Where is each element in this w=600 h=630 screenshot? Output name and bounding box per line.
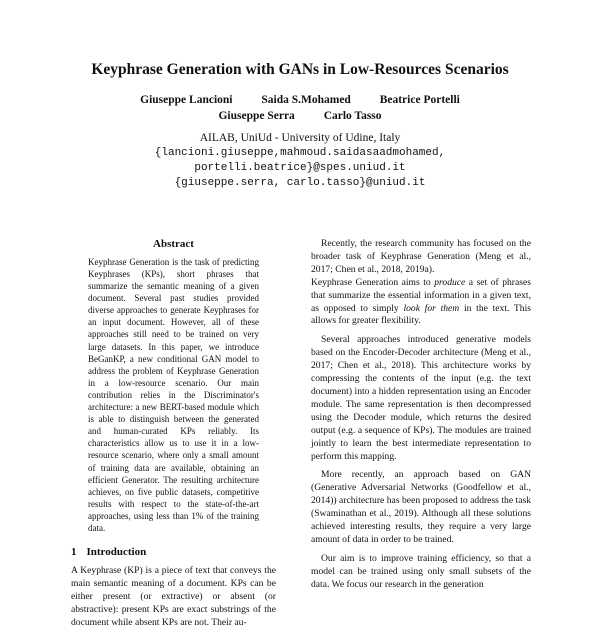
author-name: Carlo Tasso: [323, 110, 382, 122]
affiliation-name: AILAB, UniUd - University of Udine, Italy: [199, 132, 401, 144]
affiliation-block: [0, 131, 600, 191]
section-heading-introduction: [71, 546, 276, 559]
paragraph: More recently, an approach based on GAN (Generative Adversarial Networks (Goodfellow et al., 2014)) architecture has been proposed to address the task (Swaminathan et al., 2019). Although all these solutions achieved interesting results, they require a very large amount of data in order to be trained.: [311, 469, 531, 545]
email-line: portelli.beatrice}@spes.uniud.it: [194, 162, 406, 174]
paragraph: Several approaches introduced generative models based on the Encoder-Decoder architecture (Meng et al., 2017; Chen et al., 2018). This architecture works by compressing the contents of the input (e.g. the text document) into a hidden representation using an Encoder module. The same representation is then decompressed using the Decoder module, which returns the desired output (e.g. a sequence of KPs). The modules are trained jointly to learn the best intermediate representation to perform this mapping.: [311, 334, 531, 462]
paragraph: Keyphrase Generation aims to produce a set of phrases that summarize the essential information in a given text, as opposed to simply look for them in the text. This allows for greater flexibility.: [311, 276, 531, 327]
right-column: [311, 238, 531, 592]
paragraph: Recently, the research community has focused on the broader task of Keyphrase Generation (Meng et al., 2017; Chen et al., 2018, 2019a).: [311, 238, 531, 275]
author-row-2: [0, 108, 600, 124]
abstract-body: Keyphrase Generation is the task of predicting Keyphrases (KPs), short phrases that summarize the semantic meaning of a given document. Several past studies provided diverse approaches to generate Keyphrases for an input document. However, all of these approaches still need to be trained on very large datasets. In this paper, we introduce BeGanKP, a new conditional GAN model to address the problem of Keyphrase Generation in a low-resource scenario. Our main contribution relies in the Discriminator's architecture: a new BERT-based module which is able to distinguish between the generated and human-curated KPs reliably. Its characteristics allow us to use it in a low-resource scenario, where only a small amount of training data are available, obtaining an efficient Generator. The resulting architecture achieves, on five public datasets, competitive results with respect to the state-of-the-art approaches, using less than 1% of the training data.: [88, 256, 259, 533]
author-name: Saida S.Mohamed: [261, 94, 351, 106]
section-number: 1: [71, 546, 77, 559]
abstract-heading: Abstract: [153, 238, 194, 250]
paragraph: Our aim is to improve training efficiency, so that a model can be trained using only small subsets of the data. We focus our research in the generation: [311, 552, 531, 590]
author-name: Giuseppe Serra: [218, 110, 295, 122]
paper-title: Keyphrase Generation with GANs in Low-Resources Scenarios: [91, 61, 509, 78]
author-name: Giuseppe Lancioni: [140, 94, 233, 106]
author-name: Beatrice Portelli: [379, 94, 460, 106]
email-line: {giuseppe.serra, carlo.tasso}@uniud.it: [174, 177, 426, 189]
section-title: Introduction: [86, 546, 147, 559]
email-line: {lancioni.giuseppe,mahmoud.saidasaadmohamed,: [154, 147, 446, 159]
author-row-1: [0, 92, 600, 108]
author-list: [0, 92, 600, 124]
intro-paragraph: A Keyphrase (KP) is a piece of text that conveys the main semantic meaning of a document. KPs can be either present (or extractive) or absent (or abstractive): present KPs are exact substrings of the document while absent KPs are not. Their au-: [71, 564, 276, 628]
left-column: [71, 238, 276, 630]
